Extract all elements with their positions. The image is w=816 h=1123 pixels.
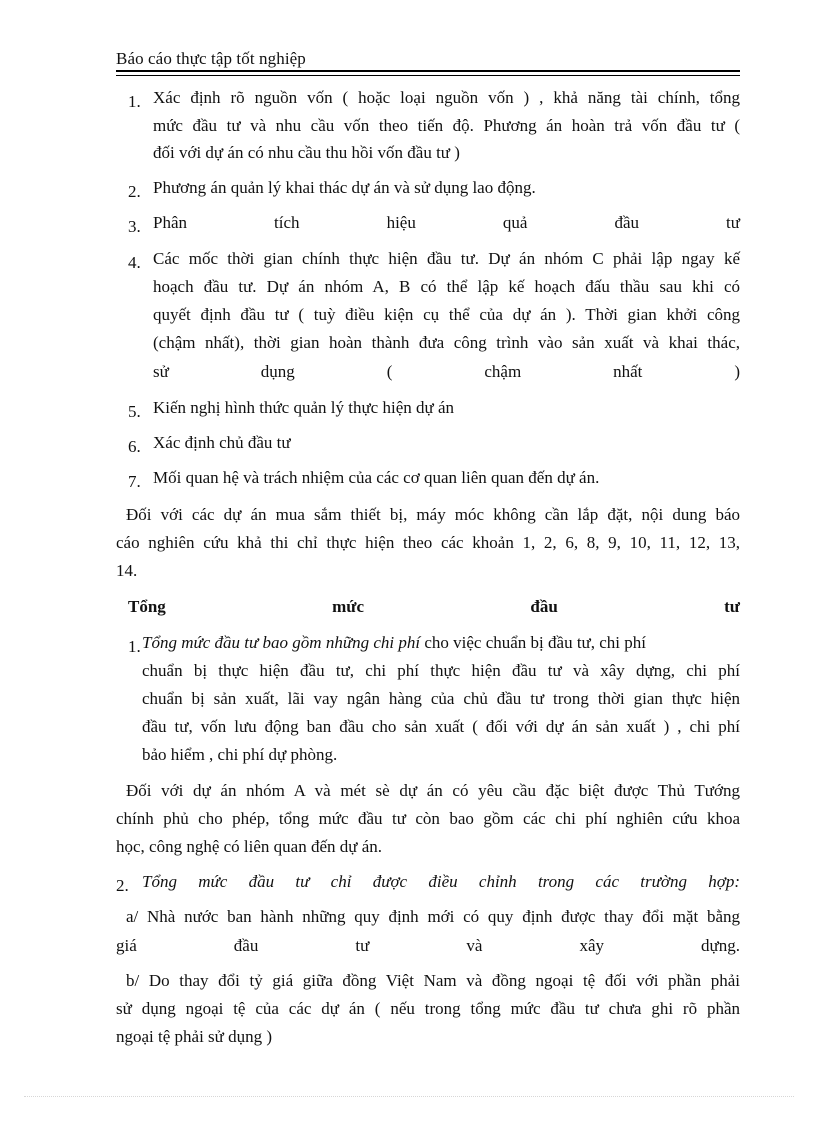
list-item-line: đầu tư, vốn lưu động ban đầu cho sản xuất ( đối với dự án sản xuất ) , chi phí bbox=[142, 717, 740, 736]
list-item-line: bảo hiểm , chi phí dự phòng. bbox=[142, 745, 338, 764]
list-number: 1. bbox=[128, 637, 141, 656]
lead-rest: cho việc chuẩn bị đầu tư, chi phí bbox=[420, 633, 646, 652]
paragraph-line: cáo nghiên cứu khả thi chỉ thực hiện theo các khoản 1, 2, 6, 8, 9, 10, 11, 12, 13, bbox=[116, 533, 740, 552]
page-header-title: Báo cáo thực tập tốt nghiệp bbox=[116, 49, 306, 68]
paragraph-line: Đối với dự án nhóm A và mét sè dự án có yêu cầu đặc biệt được Thủ Tướng bbox=[126, 781, 740, 800]
header-rule-thin bbox=[116, 75, 740, 76]
list-number: 4. bbox=[128, 253, 141, 272]
paragraph-line: chính phủ cho phép, tổng mức đầu tư còn bao gồm các chi phí nghiên cứu khoa bbox=[116, 809, 740, 828]
list-item-line: Phương án quản lý khai thác dự án và sử dụng lao động. bbox=[153, 178, 536, 197]
list-number: 5. bbox=[128, 402, 141, 421]
paragraph-line: a/ Nhà nước ban hành những quy định mới có quy định được thay đổi mặt bằng bbox=[126, 907, 740, 926]
page-footer-divider bbox=[24, 1096, 794, 1097]
paragraph-line: Đối với các dự án mua sắm thiết bị, máy móc không cần lắp đặt, nội dung báo bbox=[126, 505, 740, 524]
list-item-line: Xác định chủ đầu tư bbox=[153, 433, 291, 452]
list-item-line: chuẩn bị sản xuất, lãi vay ngân hàng của chủ đầu tư trong thời gian thực hiện bbox=[142, 689, 740, 708]
list-item-line: mức đầu tư và nhu cầu vốn theo tiến độ. Phương án hoàn trả vốn đầu tư ( bbox=[153, 116, 740, 135]
italic-lead: Tổng mức đầu tư bao gồm những chi phí bbox=[142, 633, 421, 652]
list-item-line: đối với dự án có nhu cầu thu hồi vốn đầu tư ) bbox=[153, 143, 460, 162]
list-item-line: Xác định rõ nguồn vốn ( hoặc loại nguồn vốn ) , khả năng tài chính, tổng bbox=[153, 88, 740, 107]
paragraph-line: 14. bbox=[116, 561, 138, 580]
list-item-line: Phân tích hiệu quả đầu tư bbox=[153, 213, 740, 232]
section-heading: Tổng mức đầu tư bbox=[128, 597, 740, 616]
list-item-line: sử dụng ( chậm nhất ) bbox=[153, 362, 740, 381]
list-number: 1. bbox=[128, 92, 141, 111]
list-item-line bbox=[142, 633, 740, 653]
list-item-line: Mối quan hệ và trách nhiệm của các cơ quan liên quan đến dự án. bbox=[153, 468, 600, 487]
list-number: 3. bbox=[128, 217, 141, 236]
paragraph-line: b/ Do thay đổi tỷ giá giữa đồng Việt Nam và đồng ngoại tệ đối với phần phải bbox=[126, 971, 740, 990]
italic-heading-line: Tổng mức đầu tư chỉ được điều chỉnh trong các trường hợp: bbox=[142, 872, 740, 891]
list-number: 2. bbox=[128, 182, 141, 201]
list-number: 6. bbox=[128, 437, 141, 456]
paragraph-line: ngoại tệ phải sử dụng ) bbox=[116, 1027, 273, 1046]
header-rule-thick bbox=[116, 70, 740, 72]
list-item-line: hoạch đầu tư. Dự án nhóm A, B có thể lập kế hoạch đấu thầu sau khi có bbox=[153, 277, 740, 296]
paragraph-line: học, công nghệ có liên quan đến dự án. bbox=[116, 837, 383, 856]
paragraph-line: giá đầu tư và xây dựng. bbox=[116, 936, 740, 955]
paragraph-line: sử dụng ngoại tệ của các dự án ( nếu trong tổng mức đầu tư chưa ghi rõ phần bbox=[116, 999, 740, 1018]
list-item-line: (chậm nhất), thời gian hoàn thành đưa công trình vào sản xuất và khai thác, bbox=[153, 333, 740, 352]
list-item-line: Kiến nghị hình thức quản lý thực hiện dự án bbox=[153, 398, 455, 417]
list-item-line: chuẩn bị thực hiện đầu tư, chi phí thực hiện đầu tư và xây dựng, chi phí bbox=[142, 661, 740, 680]
list-item-line: Các mốc thời gian chính thực hiện đầu tư. Dự án nhóm C phải lập ngay kế bbox=[153, 249, 740, 268]
list-item-line: quyết định đầu tư ( tuỳ điều kiện cụ thể của dự án ). Thời gian khởi công bbox=[153, 305, 740, 324]
list-number: 2. bbox=[116, 876, 129, 895]
list-number: 7. bbox=[128, 472, 141, 491]
